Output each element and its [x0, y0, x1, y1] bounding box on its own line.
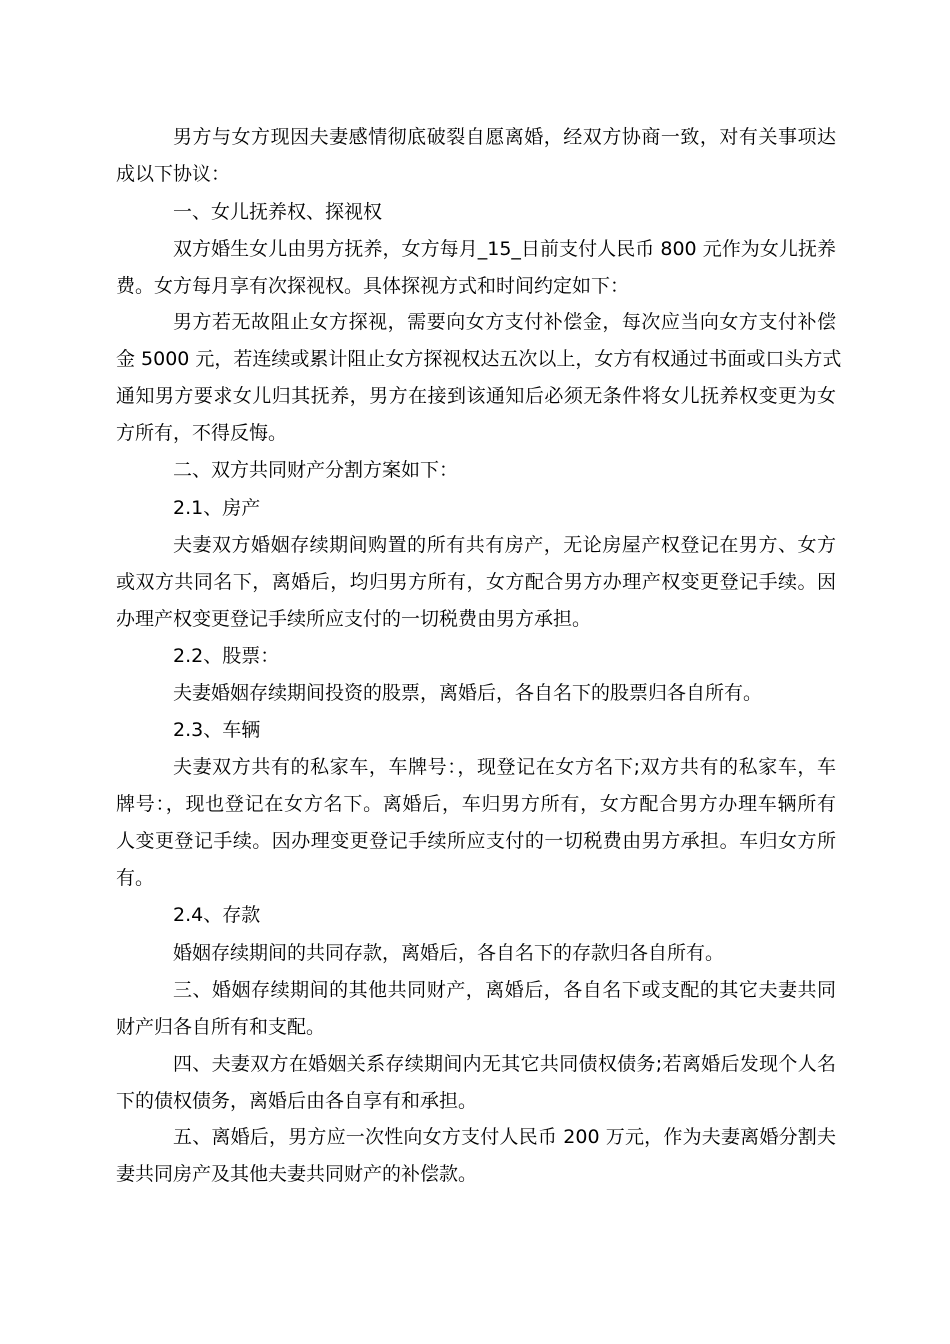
text-line: 2.3、车辆: [173, 719, 261, 741]
text-line: 下的债权债务，离婚后由各自享有和承担。: [116, 1090, 478, 1112]
paragraph-h2: [116, 452, 836, 489]
text-line: 四、夫妻双方在婚姻关系存续期间内无其它共同债权债务;若离婚后发现个人名: [173, 1053, 836, 1075]
text-line: 五、离婚后，男方应一次性向女方支付人民币 200 万元，作为夫妻离婚分割夫: [173, 1126, 836, 1148]
text-line: 夫妻双方共有的私家车，车牌号：，现登记在女方名下;双方共有的私家车，车: [173, 756, 836, 778]
text-line: 二、双方共同财产分割方案如下：: [173, 459, 459, 481]
text-line: 三、婚姻存续期间的其他共同财产，离婚后，各自名下或支配的其它夫妻共同: [173, 979, 836, 1001]
text-line: 夫妻婚姻存续期间投资的股票，离婚后，各自名下的股票归各自所有。: [173, 682, 763, 704]
paragraph-h23: [116, 712, 836, 749]
text-line: 男方与女方现因夫妻感情彻底破裂自愿离婚，经双方协商一致，对有关事项达: [173, 126, 836, 148]
text-line: 牌号：，现也登记在女方名下。离婚后，车归男方所有，女方配合男方办理车辆所有: [116, 793, 836, 815]
text-line: 办理产权变更登记手续所应支付的一切税费由男方承担。: [116, 608, 592, 630]
text-line: 金 5000 元，若连续或累计阻止女方探视权达五次以上，女方有权通过书面或口头方式: [116, 348, 842, 370]
paragraph-h21: [116, 490, 836, 527]
text-line: 财产归各自所有和支配。: [116, 1016, 326, 1038]
text-line: 人变更登记手续。因办理变更登记手续所应支付的一切税费由男方承担。车归女方所: [116, 830, 836, 852]
text-line: 有。: [116, 867, 155, 889]
text-line: 方所有，不得反悔。: [116, 422, 288, 444]
text-line: 费。女方每月享有次探视权。具体探视方式和时间约定如下：: [116, 275, 630, 297]
paragraph-p2: [116, 304, 842, 452]
text-line: 2.1、房产: [173, 497, 261, 519]
paragraph-p5: [116, 1119, 836, 1193]
text-line: 成以下协议：: [116, 163, 231, 185]
paragraph-p21: [116, 527, 836, 638]
paragraph-intro: [116, 119, 836, 193]
paragraph-p23: [116, 749, 836, 897]
text-line: 2.2、股票：: [173, 645, 280, 667]
text-line: 妻共同房产及其他夫妻共同财产的补偿款。: [116, 1163, 478, 1185]
text-line: 一、女儿抚养权、探视权: [173, 201, 383, 223]
text-line: 通知男方要求女儿归其抚养，男方在接到该通知后必须无条件将女儿抚养权变更为女: [116, 385, 836, 407]
paragraph-h24: [116, 897, 836, 934]
paragraph-h22: [116, 638, 836, 675]
paragraph-p3: [116, 972, 836, 1046]
text-line: 婚姻存续期间的共同存款，离婚后，各自名下的存款归各自所有。: [173, 942, 725, 964]
paragraph-p1: [116, 231, 836, 305]
text-line: 2.4、存款: [173, 904, 261, 926]
paragraph-h1: [116, 194, 836, 231]
text-line: 双方婚生女儿由男方抚养，女方每月_15_日前支付人民币 800 元作为女儿抚养: [173, 238, 836, 260]
text-line: 夫妻双方婚姻存续期间购置的所有共有房产，无论房屋产权登记在男方、女方: [173, 534, 836, 556]
paragraph-p24: [116, 935, 836, 972]
paragraph-p22: [116, 675, 836, 712]
paragraph-p4: [116, 1046, 836, 1120]
text-line: 男方若无故阻止女方探视，需要向女方支付补偿金，每次应当向女方支付补偿: [173, 311, 836, 333]
text-line: 或双方共同名下，离婚后，均归男方所有，女方配合男方办理产权变更登记手续。因: [116, 571, 836, 593]
